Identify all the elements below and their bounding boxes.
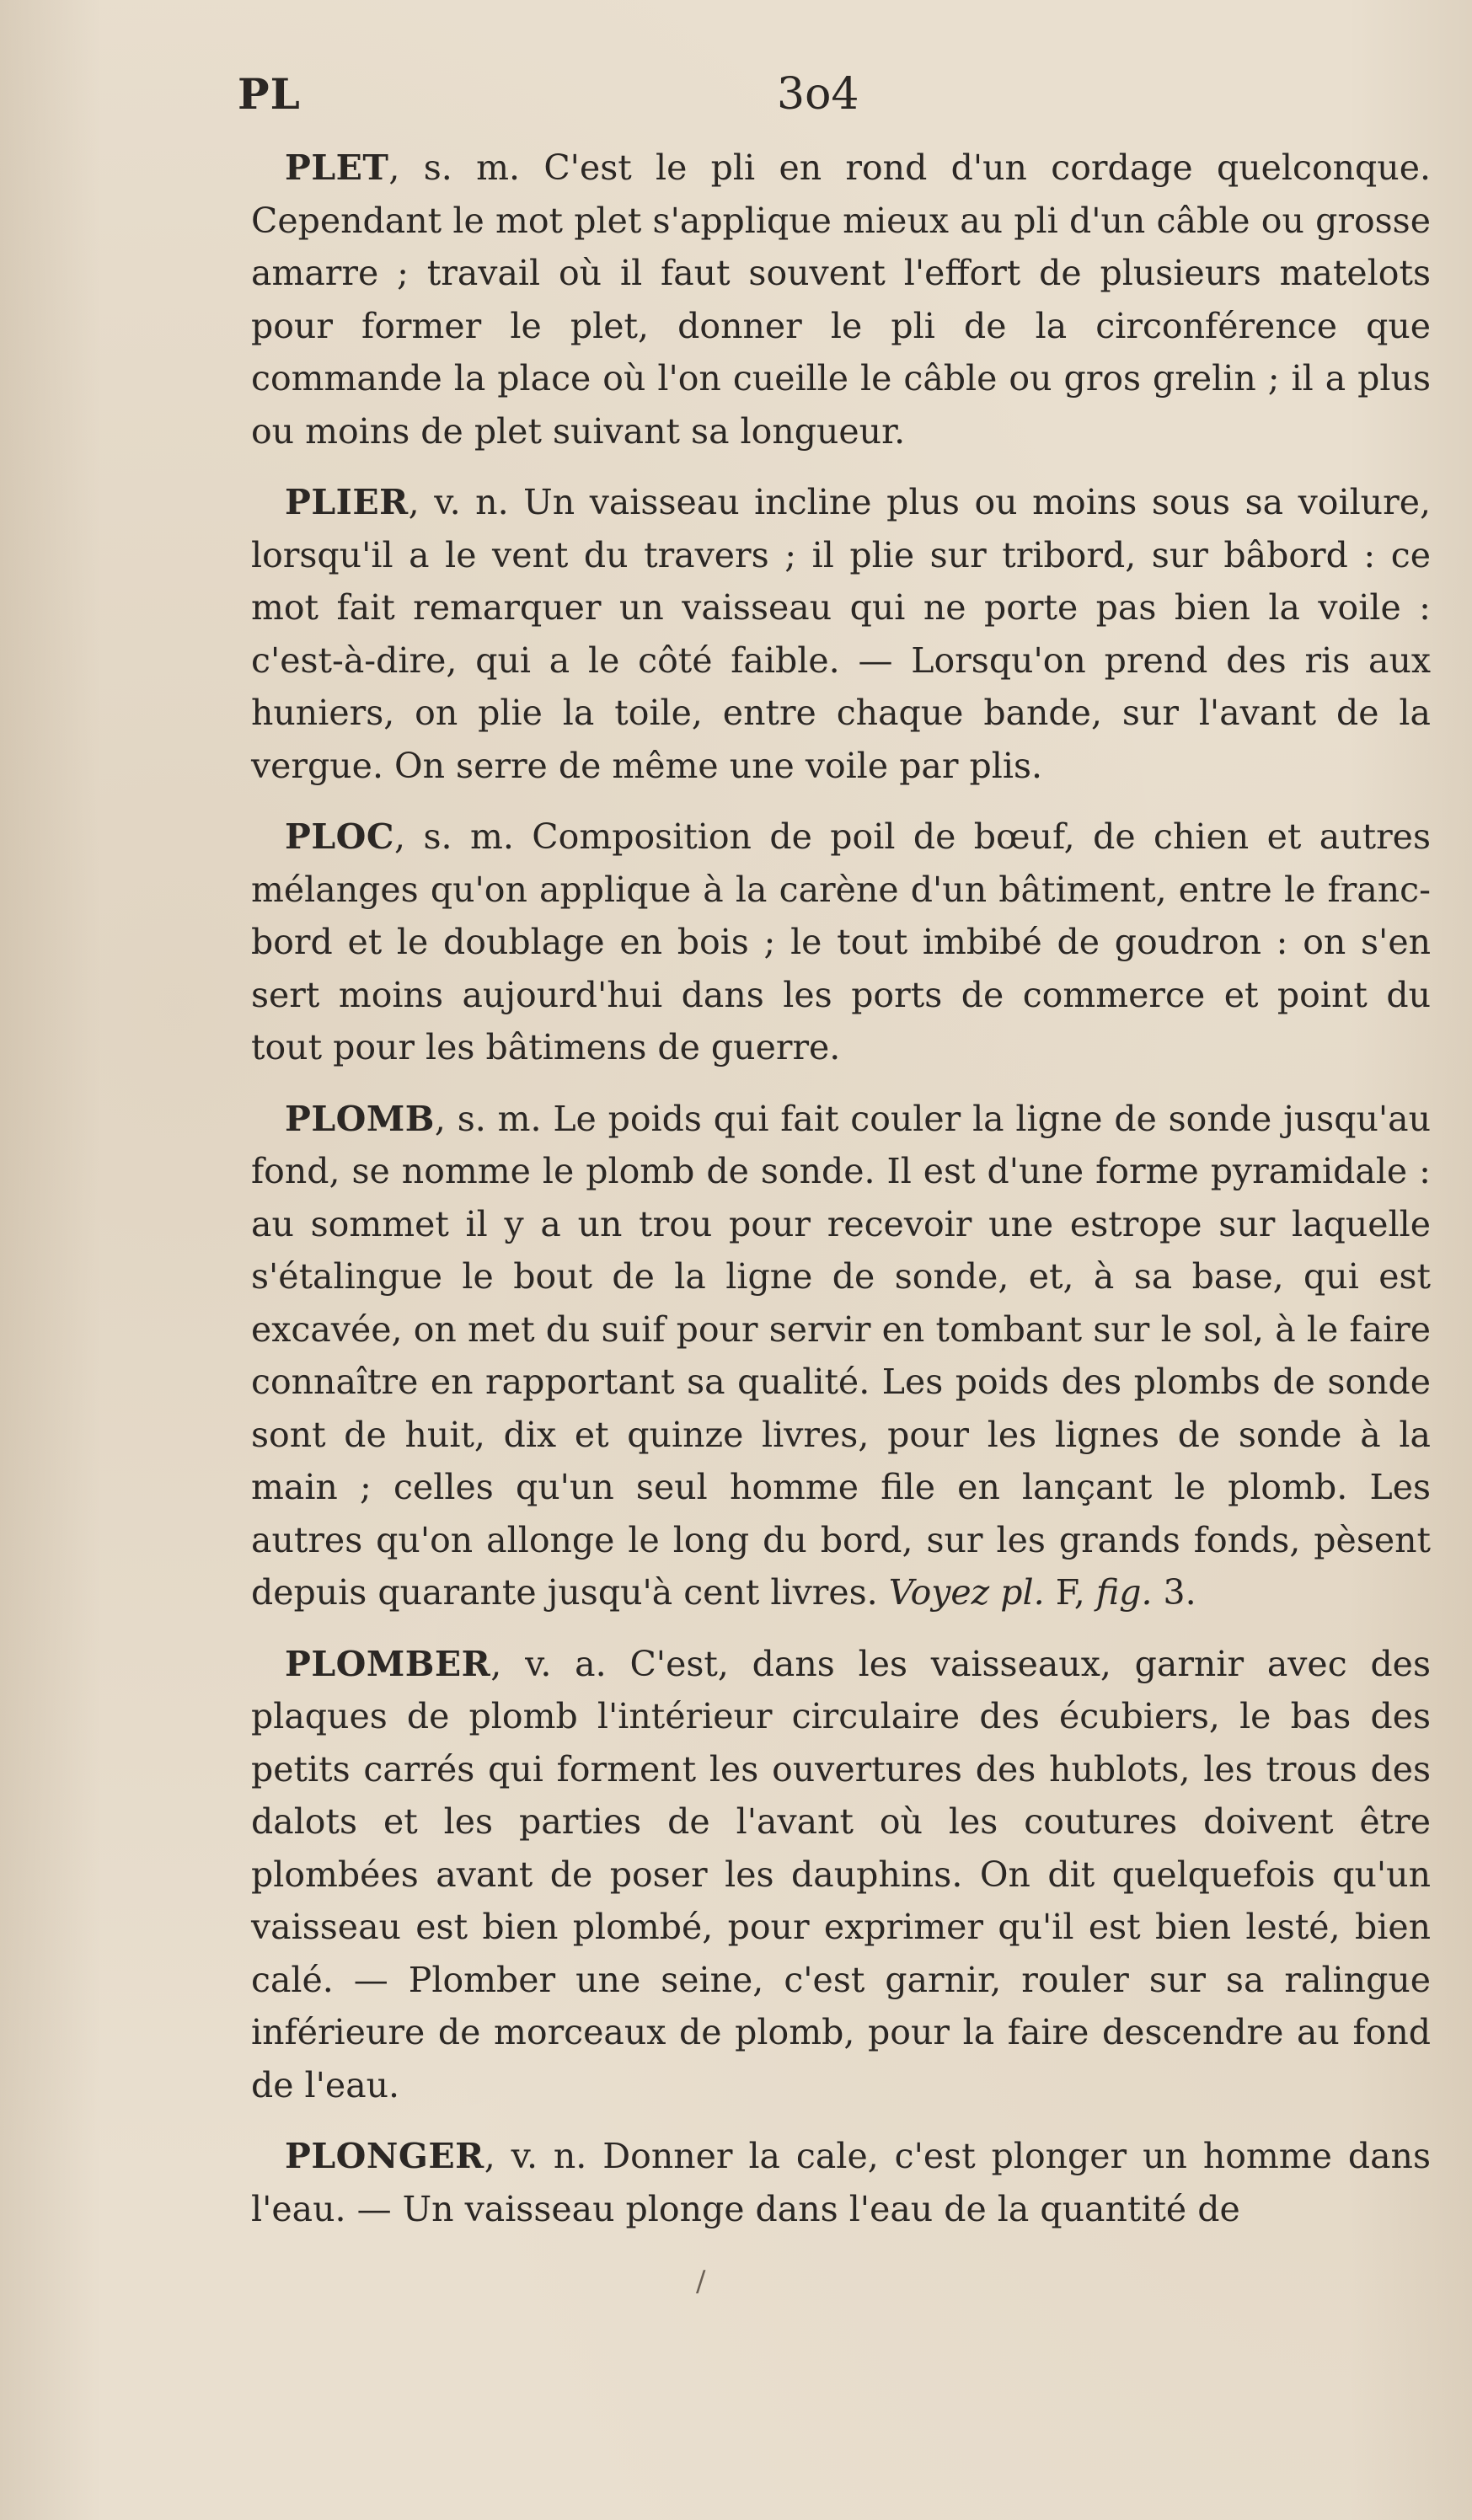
- grammar-label: , v. n.: [484, 2136, 603, 2176]
- running-head-abbrev: PL: [238, 69, 301, 119]
- entry-ploc: [251, 811, 1431, 1074]
- dictionary-body: [251, 142, 1431, 2254]
- entry-plomb: [251, 1093, 1431, 1619]
- definition-text: C'est, dans les vaisseaux, garnir avec des plaques de plomb l'intérieur circulaire des écubiers, le bas des petits carrés qui forment les ouvertures des hublots, les trous des dalots et les parties de l'avant où les coutures doivent être plombées avant de poser les dauphins. On dit quelquefois qu'un vaisseau est bien plombé, pour exprimer qu'il est bien lesté, bien calé. — Plomber une seine, c'est garnir, rouler sur sa ralingue inférieure de morceaux de plomb, pour la faire descendre au fond de l'eau.: [251, 1643, 1431, 2105]
- definition-text: Composition de poil de bœuf, de chien et autres mélanges qu'on applique à la carène d'un bâtiment, entre le franc-bord et le doublage en bois ; le tout imbibé de goudron : on s'en sert moins aujourd'hui dans les ports de commerce et point du tout pour les bâtimens de guerre.: [251, 816, 1431, 1067]
- entry-plomber: [251, 1638, 1431, 2112]
- headword: PLOC: [285, 816, 395, 857]
- running-head: [238, 69, 1434, 128]
- grammar-label: , v. n.: [408, 482, 524, 522]
- headword: PLOMBER: [285, 1643, 491, 1684]
- page-number: 3o4: [777, 69, 859, 120]
- headword: PLOMB: [285, 1098, 435, 1139]
- definition-text: Un vaisseau incline plus ou moins sous sa voilure, lorsqu'il a le vent du travers ; il plie sur tribord, sur bâbord : ce mot fait remarquer un vaisseau qui ne porte pas bien la voile : c'est-à-dire, qui a le côté faible. — Lorsqu'on prend des ris aux huniers, on plie la toile, entre chaque bande, sur l'avant de la vergue. On serre de même une voile par plis.: [251, 482, 1431, 786]
- stray-ink-mark: /: [696, 2265, 706, 2298]
- figure-reference: fig.: [1095, 1572, 1153, 1613]
- definition-text: C'est le pli en rond d'un cordage quelconque. Cependant le mot plet s'applique mieux au pli d'un câble ou grosse amarre ; travail où il faut souvent l'effort de plusieurs matelots pour former le plet, donner le pli de la circonférence que commande la place où l'on cueille le câble ou gros grelin ; il a plus ou moins de plet suivant sa longueur.: [251, 147, 1431, 452]
- entry-plier: [251, 476, 1431, 792]
- definition-text: Donner la cale, c'est plonger un homme dans l'eau. — Un vaisseau plonge dans l'eau de la quantité de: [251, 2136, 1431, 2229]
- definition-text: Le poids qui fait couler la ligne de sonde jusqu'au fond, se nomme le plomb de sonde. Il est d'une forme pyramidale : au sommet il y a un trou pour recevoir une estrope sur laquelle s'étalingue le bout de la ligne de sonde, et, à sa base, qui est excavée, on met du suif pour servir en tombant sur le sol, à le faire connaître en rapportant sa qualité. Les poids des plombs de sonde sont de huit, dix et quinze livres, pour les lignes de sonde à la main ; celles qu'un seul homme file en lançant le plomb. Les autres qu'on allonge le long du bord, sur les grands fonds, pèsent depuis quarante jusqu'à cent livres.: [251, 1098, 1431, 1613]
- plate-reference: Voyez pl.: [888, 1572, 1045, 1613]
- entry-plet: [251, 142, 1431, 457]
- grammar-label: , s. m.: [394, 816, 533, 857]
- figure-number: 3.: [1152, 1572, 1196, 1613]
- grammar-label: , s. m.: [388, 147, 544, 188]
- entry-plonger: [251, 2130, 1431, 2235]
- headword: PLIER: [285, 482, 409, 522]
- headword: PLONGER: [285, 2136, 484, 2176]
- grammar-label: , v. a.: [490, 1643, 630, 1684]
- grammar-label: , s. m.: [434, 1098, 554, 1139]
- headword: PLET: [285, 147, 389, 188]
- plate-letter: F,: [1044, 1572, 1096, 1613]
